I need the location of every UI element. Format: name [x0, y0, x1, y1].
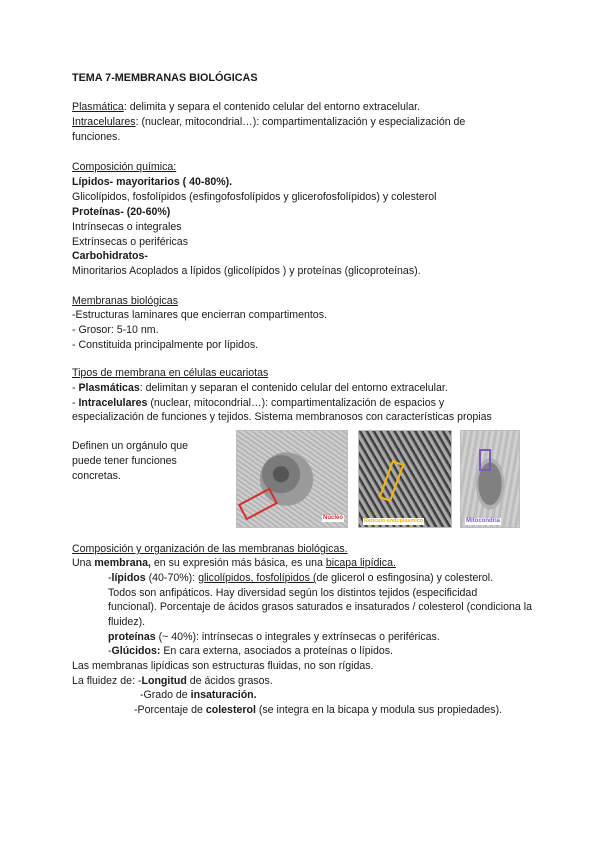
plasmatica-text: : delimita y separa el contenido celular del entorno extracelular.: [123, 101, 421, 113]
composicion-heading: Composición química:: [72, 161, 177, 173]
porcentaje-text: (se integra en la bicapa y modula sus propiedades).: [255, 704, 503, 716]
intracelulares-text: (nuclear, mitocondrial…): compartimentalización de espacios y: [147, 397, 445, 409]
nucleus-micrograph: [236, 430, 348, 528]
membranas-item: - Grosor: 5-10 nm.: [72, 324, 159, 336]
org-lipidos-p2: funcional). Porcentaje de ácidos grasos saturados e insaturados / colesterol (condiciona la: [108, 601, 532, 613]
proteinas-intrinsecas: Intrínsecas o integrales: [72, 221, 182, 233]
tipos-intracelulares-cont: especialización de funciones y tejidos. Sistema membranosos con características propias: [72, 411, 492, 423]
fluidez-pre: La fluidez de: -: [72, 675, 142, 687]
tipos-heading: Tipos de membrana en células eucariotas: [72, 367, 269, 379]
plasmaticas-term: Plasmáticas: [78, 382, 140, 394]
organulo-line: concretas.: [72, 470, 121, 482]
reticulum-highlight-box: [379, 460, 405, 502]
org-proteinas: [108, 630, 440, 644]
proteinas-extrinsecas: Extrínsecas o periféricas: [72, 236, 188, 248]
lipidos-underlined: glicolípidos, fosfolípidos (: [198, 572, 317, 584]
fluidez-text: de ácidos grasos.: [186, 675, 273, 687]
reticulum-label: Retículo endoplásmico: [364, 518, 424, 524]
intracelulares-term: Intracelulares: [72, 116, 136, 128]
org-lipidos: [108, 571, 493, 585]
insaturacion-term: insaturación.: [190, 689, 257, 701]
org-glucidos: [108, 644, 393, 658]
mitochondrion-micrograph: [460, 430, 520, 528]
dash: -: [108, 645, 112, 657]
nucleus-label: Núcleo: [322, 515, 343, 521]
organizacion-heading: Composición y organización de las membranas biológicas.: [72, 543, 348, 555]
membrana-term: membrana,: [94, 557, 151, 569]
longitud-term: Longitud: [141, 675, 187, 687]
org-lipidos-p3: fluidez).: [108, 616, 146, 628]
bullet-prefix: -: [72, 397, 79, 409]
bicapa-lipidica: bicapa lipídica.: [325, 557, 396, 569]
dash: -: [108, 572, 112, 584]
plasmatica-term: Plasmática: [72, 101, 124, 113]
intracelulares-term: Intracelulares: [78, 397, 148, 409]
intro-pre: Una: [72, 557, 95, 569]
porcentaje-pre: -Porcentaje de: [134, 704, 206, 716]
tipos-intracelulares: [72, 396, 444, 410]
lipidos-text: Glicolípidos, fosfolípidos (esfingofosfolípidos y glicerofosfolípidos) y colesterol: [72, 191, 437, 203]
membranas-item: - Constituida principalmente por lípidos.: [72, 339, 259, 351]
carbohidratos-text: Minoritarios Acoplados a lípidos (glicolípidos ) y proteínas (glicoproteínas).: [72, 265, 421, 277]
plasmaticas-text: : delimitan y separan el contenido celular del entorno extracelular.: [139, 382, 448, 394]
organulo-line: puede tener funciones: [72, 455, 177, 467]
intro-plasmatica: [72, 100, 420, 114]
proteinas-heading: Proteínas- (20-60%): [72, 206, 171, 218]
tipos-plasmaticas: [72, 381, 448, 395]
intro-intracelulares: [72, 115, 465, 129]
intro-intracelulares-cont: funciones.: [72, 131, 121, 143]
org-fluidez: [72, 674, 273, 688]
lipidos-pct: (40-70%):: [145, 572, 199, 584]
page-title: TEMA 7-MEMBRANAS BIOLÓGICAS: [72, 72, 258, 84]
org-grado: [140, 688, 257, 702]
grado-pre: -Grado de: [140, 689, 191, 701]
proteinas-term: proteínas: [108, 631, 156, 643]
org-lipidos-p1: Todos son anfipáticos. Hay diversidad según los distintos tejidos (especificidad: [108, 587, 478, 599]
intracelulares-text: : (nuclear, mitocondrial…): compartimentalización y especialización de: [135, 116, 466, 128]
lipidos-rest: de glicerol o esfingosina) y colesterol.: [316, 572, 494, 584]
glucidos-term: Glúcidos:: [111, 645, 161, 657]
carbohidratos-heading: Carbohidratos-: [72, 250, 148, 262]
nucleus-highlight-box: [238, 488, 278, 521]
lipidos-heading: Lípidos- mayoritarios ( 40-80%).: [72, 176, 233, 188]
bullet-prefix: -: [72, 382, 79, 394]
membranas-item: -Estructuras laminares que encierran compartimentos.: [72, 309, 327, 321]
intro-mid: en su expresión más básica, es una: [150, 557, 326, 569]
membranas-heading: Membranas biológicas: [72, 295, 178, 307]
mitochondrion-label: Mitocondria: [466, 518, 500, 524]
colesterol-term: colesterol: [205, 704, 256, 716]
reticulum-micrograph: [358, 430, 452, 528]
org-porcentaje: [134, 703, 502, 717]
org-fluidas: Las membranas lipídicas son estructuras fluidas, no son rígidas.: [72, 660, 374, 672]
proteinas-text: (~ 40%): intrínsecas o integrales y extrínsecas o periféricas.: [155, 631, 440, 643]
organizacion-intro: [72, 556, 396, 570]
mitochondrion-highlight-box: [479, 449, 491, 471]
organulo-line: Definen un orgánulo que: [72, 440, 189, 452]
lipidos-term: lípidos: [111, 572, 146, 584]
glucidos-text: En cara externa, asociados a proteínas o lípidos.: [160, 645, 394, 657]
